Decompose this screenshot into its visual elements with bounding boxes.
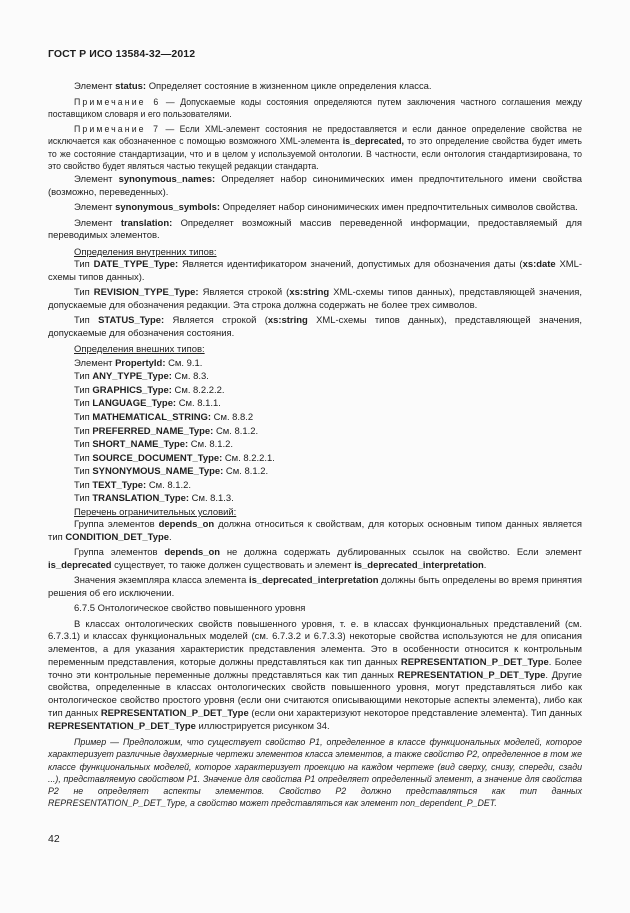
paragraph-revision-type: Тип REVISION_TYPE_Type: Является строкой (xs:string XML-схемы типов данных), представляющей значения, допускаемые для обозначения редакции. Эта строка должна содержать не более трех символов.	[48, 287, 582, 312]
term-depends-on: depends_on	[164, 547, 220, 559]
term-representation-p-det-type: REPRESENTATION_P_DET_Type	[400, 656, 549, 668]
list-item: Тип MATHEMATICAL_STRING: См. 8.8.2	[74, 412, 254, 423]
section-heading-6-7-5: 6.7.5 Онтологическое свойство повышенного уровня	[74, 603, 306, 615]
note-7: Примечание 7 — Если XML-элемент состояния не предоставляется и если данное определение свойства не исключается как обозначенное с помощью возможного XML-элемента is_deprecated, то это определение свойства будет иметь то же состояние стандартизации, что и в целом у используемой онтологии. В частности, если онтология стандартизирована, то это свойство будет являться частью текущей редакции стандарта.	[48, 124, 582, 171]
note-6: Примечание 6 — Допускаемые коды состояния определяются путем заключения частного соглашения между поставщиком словаря и его пользователями.	[48, 97, 582, 120]
term-xs-string: xs:string	[289, 287, 330, 299]
paragraph-status: Элемент status: Определяет состояние в жизненном цикле определения класса.	[74, 81, 432, 92]
paragraph-depends-on: Группа элементов depends_on должна относиться к свойствам, для которых основным типом данных является тип CONDITION_DET_Type.	[48, 519, 582, 544]
term-date-type: DATE_TYPE_Type:	[93, 259, 179, 271]
term-is-deprecated-interpretation: is_deprecated_interpretation	[249, 575, 379, 587]
document-header: ГОСТ Р ИСО 13584-32—2012	[48, 48, 196, 60]
term-representation-p-det-type: REPRESENTATION_P_DET_Type	[397, 669, 546, 681]
term-xs-string: xs:string	[267, 315, 308, 327]
list-item: Тип ANY_TYPE_Type: См. 8.3.	[74, 371, 209, 383]
term-status-type: STATUS_Type:	[98, 315, 165, 327]
external-types-heading: Определения внешних типов:	[74, 344, 205, 356]
page-number: 42	[48, 833, 60, 845]
paragraph-date-type: Тип DATE_TYPE_Type: Является идентификатором значений, допустимых для обозначения даты (xs:date XML-схемы типов данных).	[48, 259, 583, 284]
term-condition-det-type: CONDITION_DET_Type	[65, 532, 169, 544]
term-status: status:	[115, 81, 147, 92]
term-revision-type: REVISION_TYPE_Type:	[93, 287, 199, 299]
term-is-deprecated: is_deprecated	[48, 560, 112, 572]
list-item: Тип SYNONYMOUS_NAME_Type: См. 8.1.2.	[74, 466, 269, 478]
paragraph-ontology-properties: В классах онтологических свойств повышенного уровня, т. е. в классах функциональных представлений (см. 6.7.3.1) и классах функциональных моделей (см. 6.7.3.2 и 6.7.3.3) некоторые свойства используются не для описания элементов, а для указания характеристик представления элемента. Это в особенности относится к контрольным переменным представления, которые должны представляться как тип данных REPRESENTATION_P_DET_Type. Более точно эти контрольные переменные должны представляться как тип данных REPRESENTATION_P_DET_Type. Другие свойства, определенные в классах онтологических свойств повышенного уровня, могут представляться либо как онтологическое свойство простого уровня (если они считаются описывающими некоторые аспекты элемента), либо как тип данных REPRESENTATION_P_DET_Type (если они характеризуют некоторое представление элемента). Тип данных REPRESENTATION_P_DET_Type иллюстрируется рисунком 34.	[48, 618, 582, 732]
paragraph-synonymous-symbols: Элемент synonymous_symbols: Определяет набор синонимических имен предпочтительных символов свойства.	[74, 202, 578, 214]
paragraph-deprecation-values: Значения экземпляра класса элемента is_deprecated_interpretation должны быть определены во время принятия решения об его исключении.	[48, 575, 582, 600]
paragraph-synonymous-names: Элемент synonymous_names: Определяет набор синонимических имен предпочтительного имени свойства (возможно, переведенных).	[48, 174, 582, 199]
term-depends-on: depends_on	[158, 519, 215, 531]
paragraph-depends-on-duplicates: Группа элементов depends_on не должна содержать дублированных ссылок на свойство. Если элемент is_deprecated существует, то также должен существовать и элемент is_deprecated_interpretation.	[48, 547, 582, 572]
list-item: Тип LANGUAGE_Type: См. 8.1.1.	[74, 398, 221, 410]
paragraph-status-type: Тип STATUS_Type: Является строкой (xs:string XML-схемы типов данных), представляющей значения, допускаемые для обозначения состояния.	[48, 315, 583, 340]
document-body	[48, 81, 582, 809]
note-label: Примечание 6	[74, 97, 161, 108]
list-item: Тип TRANSLATION_Type: См. 8.1.3.	[74, 493, 234, 505]
list-item: Тип TEXT_Type: См. 8.1.2.	[74, 479, 191, 491]
paragraph-translation: Элемент translation: Определяет возможный массив переведенной информации, предоставляемый для переводимых элементов.	[48, 217, 582, 242]
list-item: Тип SHORT_NAME_Type: См. 8.1.2.	[74, 439, 233, 451]
term-is-deprecated: is_deprecated,	[342, 136, 404, 147]
term-translation: translation:	[120, 217, 173, 229]
restrictions-heading: Перечень ограничительных условий:	[74, 506, 237, 518]
external-types-list	[48, 357, 582, 506]
term-representation-p-det-type: REPRESENTATION_P_DET_Type	[100, 707, 249, 719]
term-synonymous-names: synonymous_names:	[118, 174, 216, 186]
term-xs-date: xs:date	[522, 259, 556, 271]
list-item: Тип SOURCE_DOCUMENT_Type: См. 8.2.2.1.	[74, 452, 275, 464]
note-label: Примечание 7	[74, 124, 161, 135]
list-item: Элемент PropertyId: См. 9.1.	[74, 357, 203, 369]
example-paragraph: Пример — Предположим, что существует свойство Р1, определенное в классе функциональных моделей, которое характеризует различные двухмерные чертежи элементов класса элементов, а также свойство Р2, определенное в том же классе функциональных моделей, которое характеризует проекцию на каждом чертеже (вид сверху, снизу, спереди, сзади ...), представляемую свойством Р1. Значение для свойства Р1 определяет определенный элемент, а значение для свойства Р2 не определяет аспекты элементов. Свойство Р2 должно представляться как тип данных REPRESENTATION_P_DET_Type, а свойство может представляться как элемент non_dependent_P_DET.	[48, 737, 582, 808]
term-representation-p-det-type: REPRESENTATION_P_DET_Type	[48, 720, 196, 732]
term-synonymous-symbols: synonymous_symbols:	[115, 202, 221, 214]
internal-types-heading: Определения внутренних типов:	[74, 246, 217, 258]
list-item: Тип GRAPHICS_Type: См. 8.2.2.2.	[74, 384, 225, 396]
list-item: Тип PREFERRED_NAME_Type: См. 8.1.2.	[74, 425, 259, 437]
term-is-deprecated-interpretation: is_deprecated_interpretation	[354, 560, 484, 572]
